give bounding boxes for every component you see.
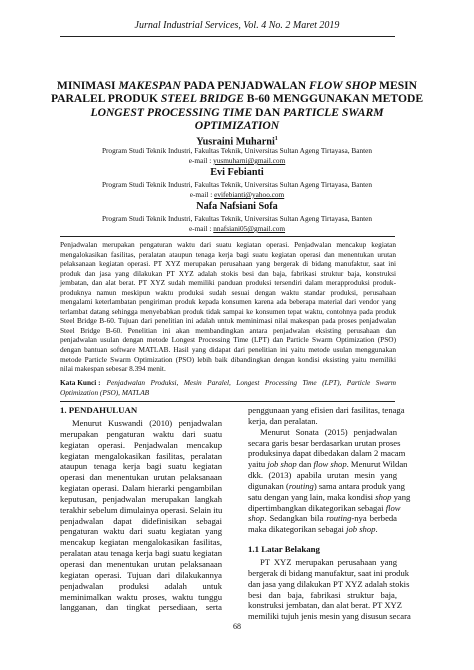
section-heading-pendahuluan: 1. PENDAHULUAN — [60, 405, 138, 415]
abstract-line: nilai makespan sebesar 8.394 menit. — [60, 364, 166, 374]
left-column-body — [60, 418, 222, 613]
body-line: kegiatan mengalokasikan fasilitas, peralatan — [60, 450, 222, 461]
paper-title — [46, 79, 428, 133]
body-line: kegiatan operasi. Dalam hierarki pengambilan — [60, 483, 222, 494]
abstract-line: mengalami keterlambatan pengiriman produk kepada konsumen karena ada beberapa material dari vendor yang — [60, 297, 396, 307]
author-2-affiliation: Program Studi Teknik Industri, Fakultas Teknik, Universitas Sultan Ageng Tirtayasa, Banten — [101, 180, 373, 189]
keywords — [60, 378, 396, 397]
body-line: operasi dan menentukan urutan pelaksanaan — [60, 472, 222, 483]
title-line-4: OPTIMIZATION — [194, 119, 280, 133]
author-3-email-line: e-mail : nnafsiani05@gmail.com — [188, 224, 286, 233]
author-1-email-link[interactable]: yusmuharni@gmail.com — [213, 156, 286, 165]
body-line: operasi dan menentukan urutan pelaksanaan — [60, 558, 222, 569]
author-1-name: Yusraini Muharni$^1$ — [196, 136, 278, 148]
journal-header: Jurnal Industrial Services, Vol. 4 No. 2 Maret 2019 — [134, 20, 340, 31]
abstract-line: Penjadwalan merupakan pengaturan waktu dari suatu kegiatan operasi. Penjadwalan mencakup kegiatan — [60, 240, 396, 249]
author-2-email-line: e-mail : evifebianti@yahoo.com — [189, 190, 285, 199]
author-1-affiliation: Program Studi Teknik Industri, Fakultas Teknik, Universitas Sultan Ageng Tirtayasa, Banten — [101, 146, 373, 155]
author-3-name: Nafa Nafsiani Sofa — [196, 201, 278, 212]
body-line: merupakan pengaturan waktu dari suatu — [60, 428, 222, 439]
section-heading-latar-belakang: 1.1 Latar Belakang — [248, 544, 320, 554]
abstract-line: Steel Bridge B-60. Penelitian ini akan membandingkan antara penjadwalan eksisting perusahaan dan — [60, 325, 396, 335]
body-line: digunakan (routing) sama antara produk yang — [248, 480, 405, 491]
abstract-line: dengan bantuan software MATLAB. Hasil yang didapat dari penelitian ini yaitu metode usulan menggunakan — [60, 345, 396, 355]
abstract — [60, 240, 396, 374]
abstract-line: pelaksanaan kegiatan operasi. PT XYZ merupakan perusahaan yang bergerak di bidang manufaktur, saat ini — [60, 259, 396, 269]
body-line: Menurut Kuswandi (2010) penjadwalan — [72, 418, 222, 428]
body-line: meminimalkan waktu proses, waktu tunggu — [60, 591, 222, 602]
abstract-line: jembatan, dan alat berat. PT XYZ sudah memiliki panduan produksi tersendiri dalam merapproduksi produk- — [60, 278, 396, 288]
abstract-line: produknya namun meskipun waktu produksi sudah sesuai dengan waktu standar produksi, perusahaan — [60, 287, 396, 297]
body-line: shop. Sedangkan bila routing-nya berbeda — [248, 513, 397, 524]
page-number: 68 — [233, 622, 241, 631]
body-line: yaitu job shop dan flow shop. Menurut Wildan — [248, 459, 408, 470]
abstract-line: produk dan jasa yang dilakukan PT XYZ adalah stokis besi dan baja, fabrikasi struktur baja, konstruksi — [60, 268, 396, 278]
body-line: penggunaan yang efisien dari fasilitas, tenaga — [248, 405, 405, 415]
body-line: maka dikategorikan sebagai job shop. — [248, 524, 378, 535]
keywords-line-1: Penjadwalan Produksi, Mesin Paralel, Longest Processing Time (LPT), Particle Swarm — [106, 378, 396, 387]
author-2-email-link[interactable]: evifebianti@yahoo.com — [214, 190, 285, 199]
body-line: bergerak di bidang manufaktur, saat ini produk — [248, 567, 410, 578]
abstract-bottom-rule — [60, 401, 395, 402]
body-line: peralatan atau tenaga kerja bagi suatu kegiatan — [60, 548, 222, 559]
body-line: dipertimbangkan dikategorikan sebagai flow — [248, 502, 401, 513]
body-line: dkk. (2013) apabila urutan mesin yang — [248, 470, 397, 481]
body-line: mencakup kegiatan mengalokasikan fasilitas, — [60, 537, 222, 548]
body-line: penjadwalan produksi adalah untuk — [60, 580, 222, 591]
abstract-line: mengalokasikan fasilitas, peralatan ataupun tenaga kerja bagi suatu kegiatan operasi dan menentukan urutan — [60, 249, 396, 259]
author-3-email-link[interactable]: nnafsiani05@gmail.com — [213, 224, 286, 233]
body-line: pengaturan waktu dari suatu kegiatan yang — [60, 526, 222, 537]
keywords-line-2: Optimization (PSO), MATLAB — [60, 387, 150, 397]
right-column-body-top — [248, 405, 411, 535]
author-2-name: Evi Febianti — [210, 167, 264, 178]
abstract-top-rule — [60, 236, 395, 237]
body-line: secara garis besar berdasarkan urutan proses — [248, 437, 401, 448]
body-line: PT XYZ merupakan perusahaan yang — [260, 557, 397, 567]
body-line: Menurut Sonata (2015) penjadwalan — [260, 426, 397, 437]
body-line: penjadwalan dapat didefinisikan sebagai — [60, 515, 222, 526]
body-line: produksinya dapat dibedakan dalam 2 macam — [248, 448, 406, 459]
header-rule — [60, 36, 395, 37]
body-line: kegiatan operasi. Tujuan dari dilakukannya — [60, 569, 222, 580]
right-column-body-bottom — [248, 557, 411, 622]
body-line: konstruksi jembatan, dan alat berat. PT XYZ — [248, 600, 403, 611]
body-line: memiliki tujuh jenis mesin yang disusun secara — [248, 611, 411, 622]
body-line: keputusan, penjadwalan merupakan langkah — [60, 493, 222, 504]
body-line: satu dengan yang lain, maka kondisi shop yang — [248, 491, 411, 502]
author-3-affiliation: Program Studi Teknik Industri, Fakultas Teknik, Universitas Sultan Ageng Tirtayasa, Banten — [101, 214, 373, 223]
body-line: terakhir sebelum dimulainya operasi. Selain itu — [60, 504, 223, 515]
abstract-line: penjadwalan usulan dengan metode Longest Processing Time (LPT) dan Particle Swarm Optimization (PSO) — [60, 335, 396, 345]
abstract-line: metode Particle Swarm Optimization (PSO) lebih baik dibandingkan dengan kondisi eksisting yaitu memiliki — [60, 354, 396, 364]
keywords-label: Kata Kunci : — [60, 378, 101, 387]
body-line: besi dan baja, fabrikasi struktur baja, — [248, 589, 397, 600]
body-line: langganan, dan tingkat persediaan, serta — [60, 602, 222, 613]
title-line-2: PARALEL PRODUK STEEL BRIDGE B-60 MENGGUNAKAN METODE — [50, 92, 424, 106]
title-line-3: LONGEST PROCESSING TIME DAN PARTICLE SWARM — [90, 105, 384, 119]
body-line: ataupun tenaga kerja bagi suatu kegiatan — [60, 461, 222, 472]
body-line: dan jasa yang dilakukan PT XYZ adalah stokis — [248, 578, 410, 589]
title-line-1: MINIMASI MAKESPAN PADA PENJADWALAN FLOW SHOP MESIN — [56, 79, 418, 92]
abstract-line: terlambat datang sehingga menyebabkan produk tidak sampai ke konsumen tepat waktu, contohnya pada produk — [60, 306, 396, 316]
abstract-line: Steel Bridge B-60. Tujuan dari penelitian ini adalah untuk meminimasi nilai makespan pada proses penjadwalan — [60, 316, 396, 326]
author-1-email-line: e-mail : yusmuharni@gmail.com — [188, 156, 286, 165]
body-line: kegiatan operasi. Penjadwalan mencakup — [60, 439, 222, 450]
body-line: kerja, dan peralatan. — [248, 415, 318, 426]
